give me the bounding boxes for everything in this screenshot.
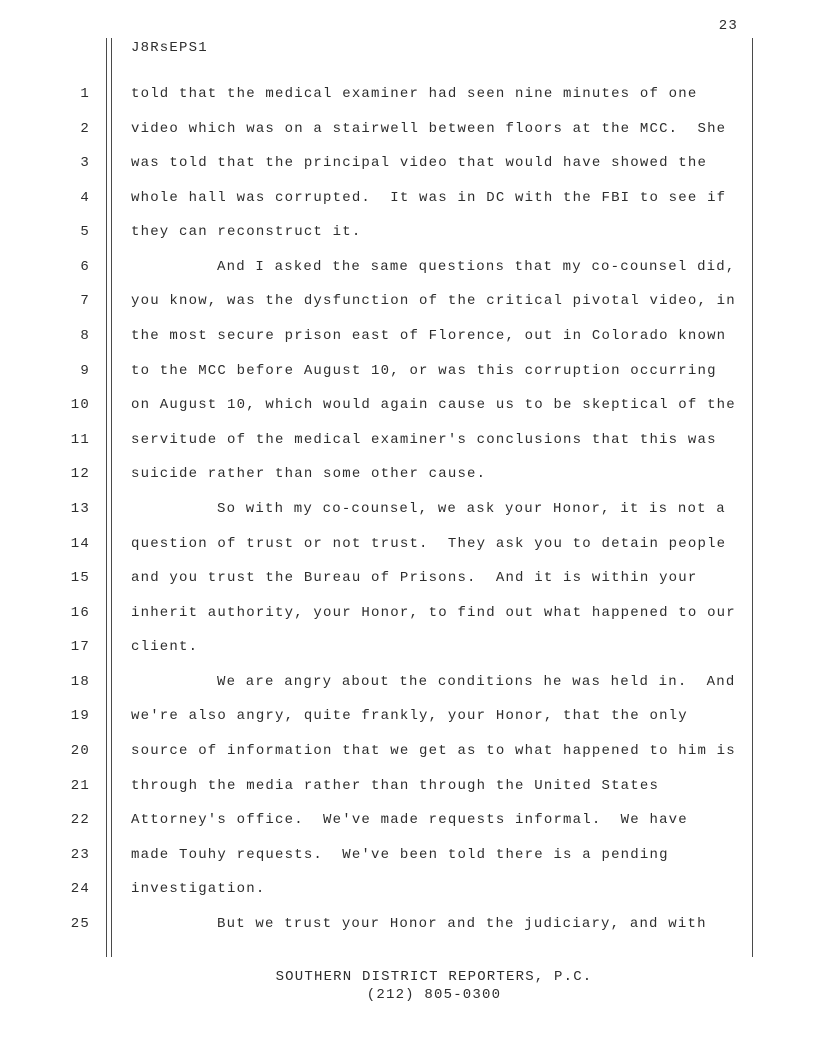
line-number: 12 (70, 466, 90, 483)
line-text: told that the medical examiner had seen nine minutes of one (131, 86, 698, 102)
line-text: servitude of the medical examiner's conclusions that this was (131, 431, 717, 448)
transcript-line (0, 466, 816, 501)
transcript-line (0, 536, 816, 571)
line-text: Attorney's office. We've made requests informal. We have (131, 812, 688, 829)
line-number: 21 (70, 777, 90, 794)
transcript-line (0, 708, 816, 743)
line-text: the most secure prison east of Florence, out in Colorado known (131, 328, 727, 345)
line-number: 6 (80, 258, 90, 275)
transcript-line (0, 743, 816, 778)
transcript-line (0, 916, 816, 951)
line-text: So with my co-counsel, we ask your Honor, it is not a (217, 500, 726, 517)
line-number: 20 (70, 742, 90, 759)
transcript-line (0, 224, 816, 259)
line-number: 22 (70, 812, 90, 829)
transcript-header-code: J8RsEPS1 (131, 40, 208, 56)
line-number: 14 (70, 535, 90, 552)
transcript-line (0, 778, 816, 813)
transcript-line (0, 397, 816, 432)
line-text: But we trust your Honor and the judiciary, and with (217, 915, 707, 932)
transcript-line (0, 570, 816, 605)
line-text: through the media rather than through the United States (131, 777, 660, 794)
transcript-line (0, 328, 816, 363)
page-number: 23 (718, 18, 738, 34)
transcript-line (0, 86, 816, 121)
line-text: on August 10, which would again cause us to be skeptical of the (131, 397, 736, 414)
line-number: 15 (70, 570, 90, 587)
line-number: 16 (70, 604, 90, 621)
line-text: question of trust or not trust. They ask you to detain people (131, 535, 727, 552)
line-number: 25 (70, 915, 90, 932)
transcript-line (0, 674, 816, 709)
transcript-line (0, 605, 816, 640)
line-text: investigation. (131, 881, 266, 898)
line-number: 4 (80, 189, 90, 206)
line-text: they can reconstruct it. (131, 224, 362, 241)
line-number: 1 (80, 86, 90, 102)
reporter-phone: (212) 805-0300 (366, 986, 502, 1003)
transcript-line (0, 259, 816, 294)
line-text: video which was on a stairwell between floors at the MCC. She (131, 120, 727, 137)
line-number: 3 (80, 155, 90, 172)
line-number: 23 (70, 846, 90, 863)
line-text: suicide rather than some other cause. (131, 466, 487, 483)
line-text: made Touhy requests. We've been told there is a pending (131, 846, 669, 863)
line-text: inherit authority, your Honor, to find out what happened to our (131, 604, 736, 621)
transcript-line (0, 155, 816, 190)
line-text: and you trust the Bureau of Prisons. And it is within your (131, 570, 698, 587)
transcript-line (0, 121, 816, 156)
line-text: client. (131, 639, 199, 656)
transcript-line (0, 501, 816, 536)
transcript-line (0, 432, 816, 467)
line-number: 9 (80, 362, 90, 379)
line-text: We are angry about the conditions he was held in. And (217, 673, 736, 690)
transcript-line (0, 639, 816, 674)
line-number: 18 (70, 673, 90, 690)
line-text: we're also angry, quite frankly, your Honor, that the only (131, 708, 688, 725)
line-number: 11 (70, 431, 90, 448)
line-number: 7 (80, 293, 90, 310)
transcript-line (0, 812, 816, 847)
reporter-footer (130, 969, 738, 1004)
line-number: 24 (70, 881, 90, 898)
line-text: And I asked the same questions that my co-counsel did, (217, 258, 736, 275)
transcript-line (0, 190, 816, 225)
transcript-line (0, 847, 816, 882)
line-number: 2 (80, 120, 90, 137)
line-number: 13 (70, 500, 90, 517)
transcript-line (0, 881, 816, 916)
line-number: 5 (80, 224, 90, 241)
line-number: 19 (70, 708, 90, 725)
line-text: source of information that we get as to what happened to him is (131, 742, 736, 759)
line-number: 17 (70, 639, 90, 656)
line-number: 10 (70, 397, 90, 414)
line-text: was told that the principal video that would have showed the (131, 155, 708, 172)
line-number: 8 (80, 328, 90, 345)
line-text: to the MCC before August 10, or was this corruption occurring (131, 362, 717, 379)
transcript-body (0, 86, 816, 950)
transcript-line (0, 363, 816, 398)
line-text: you know, was the dysfunction of the critical pivotal video, in (131, 293, 736, 310)
line-text: whole hall was corrupted. It was in DC with the FBI to see if (131, 189, 727, 206)
transcript-line (0, 293, 816, 328)
reporter-name: SOUTHERN DISTRICT REPORTERS, P.C. (275, 969, 593, 985)
